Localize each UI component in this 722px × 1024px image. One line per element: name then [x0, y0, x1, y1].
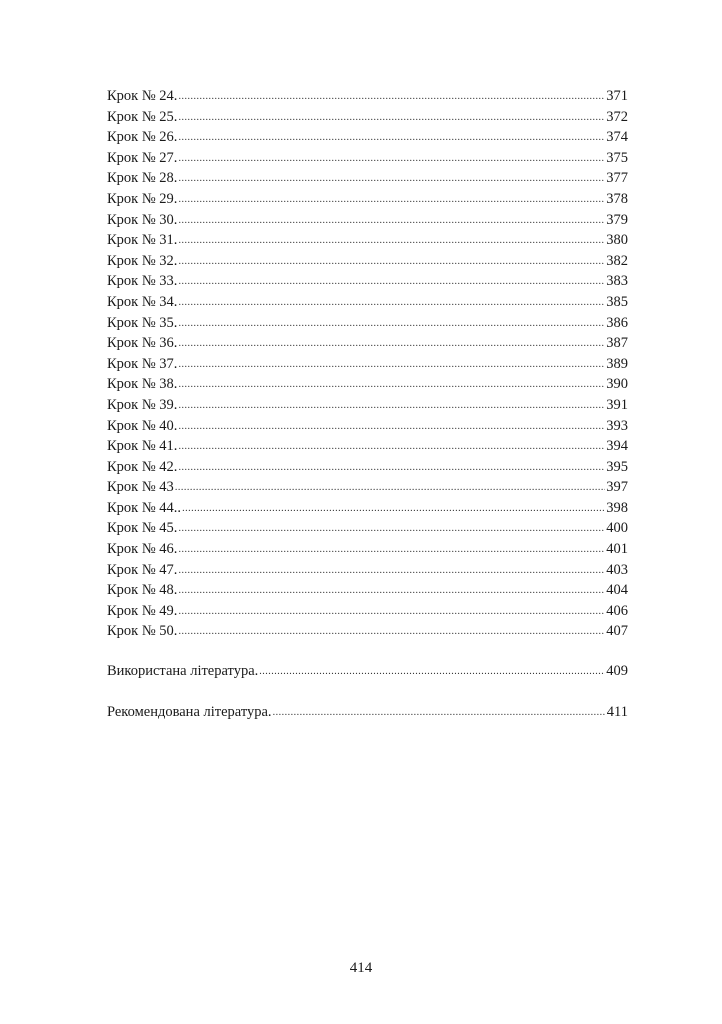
toc-dot-leader — [178, 375, 605, 396]
toc-dot-leader — [178, 355, 605, 376]
toc-entry[interactable] — [107, 292, 628, 313]
toc-entry-page: 390 — [606, 376, 628, 393]
toc-entry[interactable] — [107, 168, 628, 189]
toc-entry-title: Крок № 39. — [107, 396, 178, 413]
toc-entry-title: Крок № 24. — [107, 88, 178, 104]
toc-entry-page: 385 — [606, 293, 628, 310]
toc-entry-page: 380 — [606, 232, 628, 249]
toc-entry[interactable] — [107, 313, 628, 334]
toc-entry-title: Крок № 45. — [107, 520, 178, 537]
toc-entry-page: 400 — [606, 520, 628, 537]
toc-entry-title: Крок № 44.. — [107, 499, 182, 516]
toc-entry[interactable] — [107, 374, 628, 395]
toc-dot-leader — [178, 602, 605, 623]
toc-dot-leader — [178, 540, 605, 561]
toc-entry[interactable] — [107, 395, 628, 416]
toc-dot-leader — [178, 622, 605, 643]
toc-dot-leader — [273, 703, 606, 724]
toc-entry-title: Рекомендована література. — [107, 703, 272, 720]
toc-entry-page: 375 — [606, 149, 628, 166]
toc-entry[interactable] — [107, 107, 628, 128]
page-number: 414 — [349, 960, 373, 976]
toc-dot-leader — [178, 252, 605, 273]
toc-entry-page: 383 — [606, 273, 628, 290]
toc-dot-leader — [178, 108, 605, 129]
toc-entry-title: Крок № 34. — [107, 293, 178, 310]
toc-entry-title: Крок № 35. — [107, 314, 178, 331]
toc-entry-title: Крок № 30. — [107, 211, 178, 228]
toc-entry-used-literature[interactable] — [107, 661, 628, 682]
toc-entry-page: 411 — [606, 703, 628, 720]
toc-entry-title: Крок № 28. — [107, 170, 178, 187]
toc-entry-page: 377 — [606, 170, 628, 187]
toc-entry-page: 371 — [606, 88, 628, 104]
toc-entry[interactable] — [107, 416, 628, 437]
toc-entry-page: 387 — [606, 335, 628, 352]
toc-entry-page: 393 — [606, 417, 628, 434]
toc-entry-title: Крок № 47. — [107, 561, 178, 578]
toc-entry[interactable] — [107, 148, 628, 169]
toc-steps-list — [107, 86, 628, 642]
toc-entry-title: Крок № 38. — [107, 376, 178, 393]
toc-entry[interactable] — [107, 518, 628, 539]
toc-dot-leader — [178, 149, 605, 170]
toc-entry-page: 391 — [606, 396, 628, 413]
toc-entry-page: 378 — [606, 190, 628, 207]
toc-entry[interactable] — [107, 333, 628, 354]
toc-dot-leader — [178, 334, 605, 355]
toc-entry[interactable] — [107, 580, 628, 601]
toc-entry[interactable] — [107, 271, 628, 292]
toc-entry-page: 403 — [606, 561, 628, 578]
toc-entry-page: 407 — [606, 623, 628, 640]
toc-dot-leader — [259, 662, 605, 683]
toc-entry-title: Крок № 37. — [107, 355, 178, 372]
toc-entry-title: Крок № 46. — [107, 541, 178, 558]
toc-entry[interactable] — [107, 210, 628, 231]
toc-entry-title: Крок № 41. — [107, 438, 178, 455]
toc-entry[interactable] — [107, 621, 628, 642]
toc-dot-leader — [178, 190, 605, 211]
toc-entry-title: Крок № 43 — [107, 479, 174, 496]
toc-entry-title: Крок № 42. — [107, 458, 178, 475]
toc-dot-leader — [178, 314, 605, 335]
toc-entry-page: 395 — [606, 458, 628, 475]
toc-entry[interactable] — [107, 354, 628, 375]
toc-dot-leader — [178, 581, 605, 602]
toc-dot-leader — [175, 478, 605, 499]
toc-entry-recommended-literature[interactable] — [107, 702, 628, 723]
toc-entry[interactable] — [107, 498, 628, 519]
toc-spacer — [107, 682, 628, 702]
toc-entry-title: Крок № 48. — [107, 582, 178, 599]
toc-entry-title: Крок № 50. — [107, 623, 178, 640]
toc-entry-page: 398 — [606, 499, 628, 516]
toc-dot-leader — [178, 561, 605, 582]
toc-entry-title: Використана література. — [107, 663, 259, 680]
toc-entry[interactable] — [107, 457, 628, 478]
toc-dot-leader — [178, 272, 605, 293]
toc-entry-title: Крок № 36. — [107, 335, 178, 352]
toc-entry[interactable] — [107, 86, 628, 107]
toc-dot-leader — [178, 293, 605, 314]
toc-entry-title: Крок № 32. — [107, 252, 178, 269]
toc-entry-title: Крок № 29. — [107, 190, 178, 207]
toc-entry[interactable] — [107, 436, 628, 457]
toc-dot-leader — [178, 211, 605, 232]
toc-entry-title: Крок № 25. — [107, 108, 178, 125]
toc-entry[interactable] — [107, 601, 628, 622]
toc-dot-leader — [182, 499, 605, 520]
toc-entry-page: 397 — [606, 479, 628, 496]
toc-entry[interactable] — [107, 539, 628, 560]
toc-entry-title: Крок № 40. — [107, 417, 178, 434]
toc-entry-page: 382 — [606, 252, 628, 269]
toc-dot-leader — [178, 128, 605, 149]
toc-dot-leader — [178, 417, 605, 438]
toc-entry-title: Крок № 31. — [107, 232, 178, 249]
toc-dot-leader — [178, 169, 605, 190]
toc-entry[interactable] — [107, 560, 628, 581]
toc-entry-page: 409 — [606, 663, 628, 680]
toc-entry-page: 394 — [606, 438, 628, 455]
toc-entry-page: 374 — [606, 129, 628, 146]
toc-entry-page: 386 — [606, 314, 628, 331]
toc-dot-leader — [178, 458, 605, 479]
toc-spacer — [107, 642, 628, 661]
toc-entry[interactable] — [107, 189, 628, 210]
table-of-contents — [107, 86, 628, 722]
toc-entry[interactable] — [107, 251, 628, 272]
toc-entry-title: Крок № 33. — [107, 273, 178, 290]
toc-entry-title: Крок № 49. — [107, 602, 178, 619]
toc-entry[interactable] — [107, 230, 628, 251]
toc-entry-page: 406 — [606, 602, 628, 619]
toc-entry-page: 372 — [606, 108, 628, 125]
toc-entry-title: Крок № 26. — [107, 129, 178, 146]
toc-dot-leader — [178, 519, 605, 540]
toc-dot-leader — [178, 437, 605, 458]
toc-dot-leader — [178, 87, 605, 108]
toc-entry-page: 404 — [606, 582, 628, 599]
toc-entry[interactable] — [107, 477, 628, 498]
toc-entry[interactable] — [107, 127, 628, 148]
toc-entry-page: 379 — [606, 211, 628, 228]
toc-dot-leader — [178, 231, 605, 252]
toc-entry-page: 389 — [606, 355, 628, 372]
toc-dot-leader — [178, 396, 605, 417]
toc-entry-page: 401 — [606, 541, 628, 558]
toc-entry-title: Крок № 27. — [107, 149, 178, 166]
